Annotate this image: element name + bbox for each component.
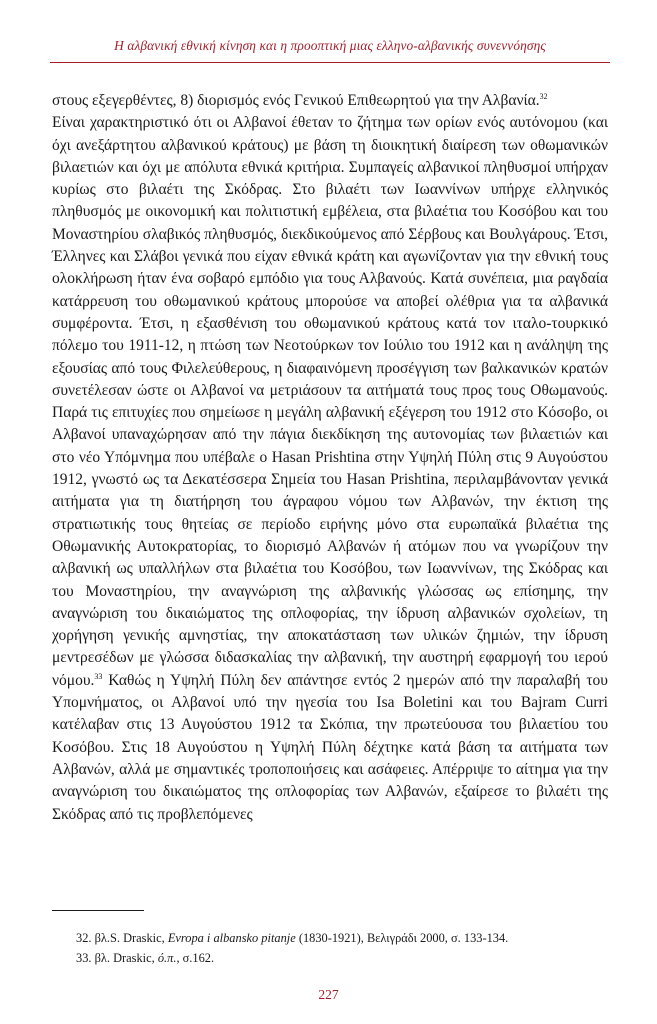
running-head: Η αλβανική εθνική κίνηση και η προοπτική μιας ελληνο-αλβανικής συνεννόησης [114, 38, 546, 53]
paragraph-1-text: στους εξεγερθέντες, 8) διορισμός ενός Γενικού Επιθεωρητού για την Αλβανία. [52, 92, 540, 109]
footnote-32-title: Evropa i albansko pitanje [167, 931, 296, 945]
footnote-32-post: (1830-1921), Βελιγράδι 2000, σ. 133-134. [295, 931, 509, 945]
footnotes [76, 928, 596, 968]
footnote-33-post: , σ.162. [176, 951, 215, 965]
page-number: 227 [318, 987, 339, 1002]
footnote-33 [76, 948, 596, 968]
paragraph-2-text-b: Καθώς η Υψηλή Πύλη δεν απάντησε εντός 2 ημερών από την παραλαβή του Υπομνήματος, οι Αλβανοί υπό την ηγεσία του Isa Boletini και του Bajram Curri κατέλαβαν στις 13 Αυγούστου 1912 τα Σκόπια, την πρωτεύουσα του βιλαετίου του Κοσόβου. Στις 18 Αυγούστου η Υψηλή Πύλη δέχτηκε κατά βάση τα αιτήματα των Αλβανών, αλλά με σημαντικές τροποποιήσεις και ασάφειες. Απέρριψε το αίτημα για την αναγνώριση του δικαιώματος της οπλοφορίας των Αλβανών, εξαίρεσε το βιλαέτι της Σκόδρας από τις προβλεπόμενες [52, 671, 608, 823]
footnote-32-pre: 32. βλ.S. Draskic, [76, 931, 168, 945]
footnote-ref-33[interactable]: 33 [94, 671, 103, 681]
footnote-rule [52, 910, 144, 911]
paragraph-2 [52, 112, 608, 826]
header-rule [50, 62, 610, 63]
footnote-ref-32[interactable]: 32 [539, 92, 548, 101]
paragraph-1 [52, 90, 608, 112]
paragraph-2-text-a: Είναι χαρακτηριστικό ότι οι Αλβανοί έθεταν το ζήτημα των ορίων ενός αυτόνομου (και όχι ανεξάρτητου αλβανικού κράτους) με βάση τη διοικητική διαίρεση των οθωμανικών βιλαετιών και όχι με απόλυτα εθνικά κριτήρια. Συμπαγείς αλβανικοί πληθυσμοί υπήρχαν κυρίως στο βιλαέτι της Σκόδρας. Στο βιλαέτι των Ιωαννίνων υπήρχε ελληνικός πληθυσμός με οικονομική και πολιτιστική εμβέλεια, στα βιλαέτια του Κοσόβου και του Μοναστηρίου σλαβικός πληθυσμός, διεκδικούμενος από Σέρβους και Βουλγάρους. Έτσι, Έλληνες και Σλάβοι γενικά που είχαν εθνικά κράτη και αγωνίζονταν για την εθνική τους ολοκλήρωση ήταν ένα σοβαρό εμπόδιο για τους Αλβανούς. Κατά συνέπεια, μια ραγδαία κατάρρευση του οθωμανικού κράτους μπορούσε να αποβεί ολέθρια για τα αλβανικά συμφέροντα. Έτσι, η εξασθένιση του οθωμανικού κράτους κατά τον ιταλο-τουρκικό πόλεμο του 1911-12, η πτώση των Νεοτούρκων τον Ιούλιο του 1912 και η ανάληψη της εξουσίας από τους Φιλελεύθερους, η διαφαινόμενη προσέγγιση των βαλκανικών κρατών συνετέλεσαν ώστε οι Αλβανοί να μετριάσουν τα αιτήματά τους προς τους Οθωμανούς. Παρά τις επιτυχίες που σημείωσε η μεγάλη αλβανική εξέγερση του 1912 στο Κόσοβο, οι Αλβανοί υπαναχώρησαν από την πάγια διεκδίκηση της αυτονομίας των βιλαετιών και στο νέο Υπόμνημα που υπέβαλε ο Hasan Prishtina στην Υψηλή Πύλη στις 9 Αυγούστου 1912, γνωστό ως τα Δεκατέσσερα Σημεία του Hasan Prishtina, περιλαμβάνονταν γενικά αιτήματα για τη διατήρηση του άγραφου νόμου των Αλβανών, την έκτιση της στρατιωτικής τους θητείας σε περίοδο ειρήνης μόνο στα ευρωπαϊκά βιλαέτια της Οθωμανικής Αυτοκρατορίας, το διορισμό Αλβανών ή ατόμων που να γνωρίζουν την αλβανική ως υπαλλήλων στα βιλαέτια του Κοσόβου, των Ιωαννίνων, της Σκόδρας και του Μοναστηρίου, την αναγνώριση της αλβανικής γλώσσας ως επίσημης, την αναγνώριση του δικαιώματος της οπλοφορίας, την ίδρυση αλβανικών σχολείων, τη χορήγηση γενικής αμνηστίας, την αποκατάσταση των υλικών ζημιών, την ίδρυση μεντρεσέδων με γλώσσα διδασκαλίας την αλβανική, την αυστηρή εφαρμογή του ιερού νόμου. [52, 114, 608, 689]
footnote-32 [76, 928, 596, 948]
footnote-33-pre: 33. βλ. Draskic, [76, 951, 158, 965]
body-text [52, 90, 608, 826]
footnote-33-title: ό.π. [157, 951, 177, 965]
